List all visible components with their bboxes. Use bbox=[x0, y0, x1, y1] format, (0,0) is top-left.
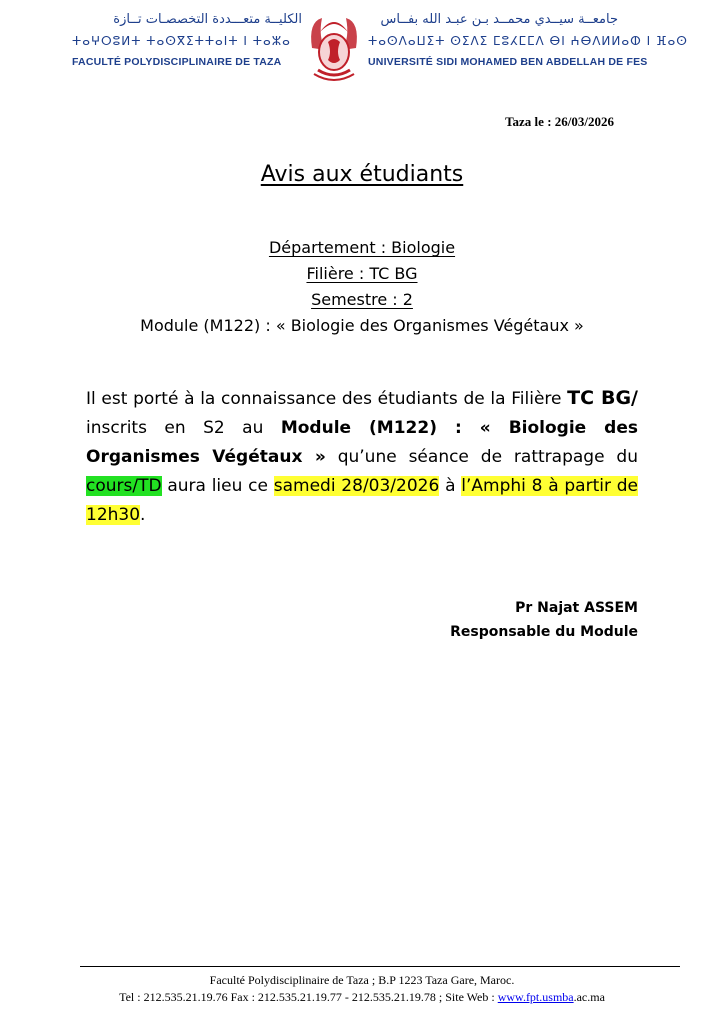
notice-title: Avis aux étudiants bbox=[260, 162, 464, 187]
university-tifinagh-name: ⵜⴰⵙⴷⴰⵡⵉⵜ ⵙⵉⴷⵉ ⵎⵓⵃⵎⵎⴷ ⴱⵏ ⵄⴱⴷⵍⵍⴰⵀ ⵏ ⴼⴰⵙ bbox=[368, 34, 688, 48]
course-type-highlight: cours/TD bbox=[86, 476, 162, 496]
date-highlight: samedi 28/03/2026 bbox=[273, 476, 440, 496]
title-container bbox=[0, 162, 724, 187]
body-text: qu’une séance de rattrapage du bbox=[325, 447, 638, 467]
header bbox=[0, 0, 724, 90]
signatory-name: Pr Najat ASSEM bbox=[515, 600, 638, 616]
footer-address: Faculté Polydisciplinaire de Taza ; B.P 1223 Taza Gare, Maroc. bbox=[209, 973, 515, 987]
filiere-line: Filière : TC BG bbox=[306, 264, 418, 283]
semester-line: Semestre : 2 bbox=[311, 290, 413, 309]
university-logo bbox=[306, 8, 362, 82]
body-text: inscrits en S2 au bbox=[86, 418, 281, 438]
faculty-french-name: FACULTÉ POLYDISCIPLINAIRE DE TAZA bbox=[72, 56, 282, 68]
body-text: aura lieu ce bbox=[161, 476, 274, 496]
body-text: . bbox=[140, 505, 146, 525]
faculty-arabic-name: الكليــة متعـــددة التخصصـات تــازة bbox=[113, 12, 302, 27]
body-text: Il est porté à la connaissance des étudiants de la Filière bbox=[86, 389, 568, 409]
notice-body bbox=[86, 384, 638, 530]
body-text: à bbox=[439, 476, 462, 496]
footer-phone-fax: Tel : 212.535.21.19.76 Fax : 212.535.21.19.77 - 212.535.21.19.78 ; Site Web : bbox=[119, 990, 498, 1004]
module-line: Module (M122) : « Biologie des Organismes Végétaux » bbox=[140, 316, 584, 335]
footer-contact bbox=[0, 989, 724, 1006]
department-line: Département : Biologie bbox=[268, 238, 456, 257]
date-line: Taza le : 26/03/2026 bbox=[505, 114, 614, 129]
module-bold: Module (M122) : « Biologie des Organismes Végétaux » bbox=[86, 418, 638, 467]
faculty-tifinagh-name: ⵜⴰⵖⵔⵓⵍⵜ ⵜⴰⵙⴳⵉⵜⵜⴰⵏⵜ ⵏ ⵜⴰⵣⴰ bbox=[72, 34, 291, 48]
university-french-name: UNIVERSITÉ SIDI MOHAMED BEN ABDELLAH DE FES bbox=[368, 56, 648, 68]
filiere-bold: TC BG/ bbox=[567, 387, 638, 409]
website-suffix: .ac.ma bbox=[573, 990, 605, 1004]
university-arabic-name: جامعــة سيــدي محمــد بـن عبـد الله بفــاس bbox=[380, 12, 618, 27]
place-time-highlight: l’Amphi 8 à partir de 12h30 bbox=[86, 476, 638, 525]
course-info bbox=[0, 238, 724, 342]
website-link[interactable]: www.fpt.usmba bbox=[497, 990, 574, 1004]
footer-rule bbox=[80, 966, 680, 967]
signatory-role: Responsable du Module bbox=[450, 624, 638, 640]
signature-block bbox=[450, 596, 638, 644]
footer bbox=[0, 972, 724, 1006]
